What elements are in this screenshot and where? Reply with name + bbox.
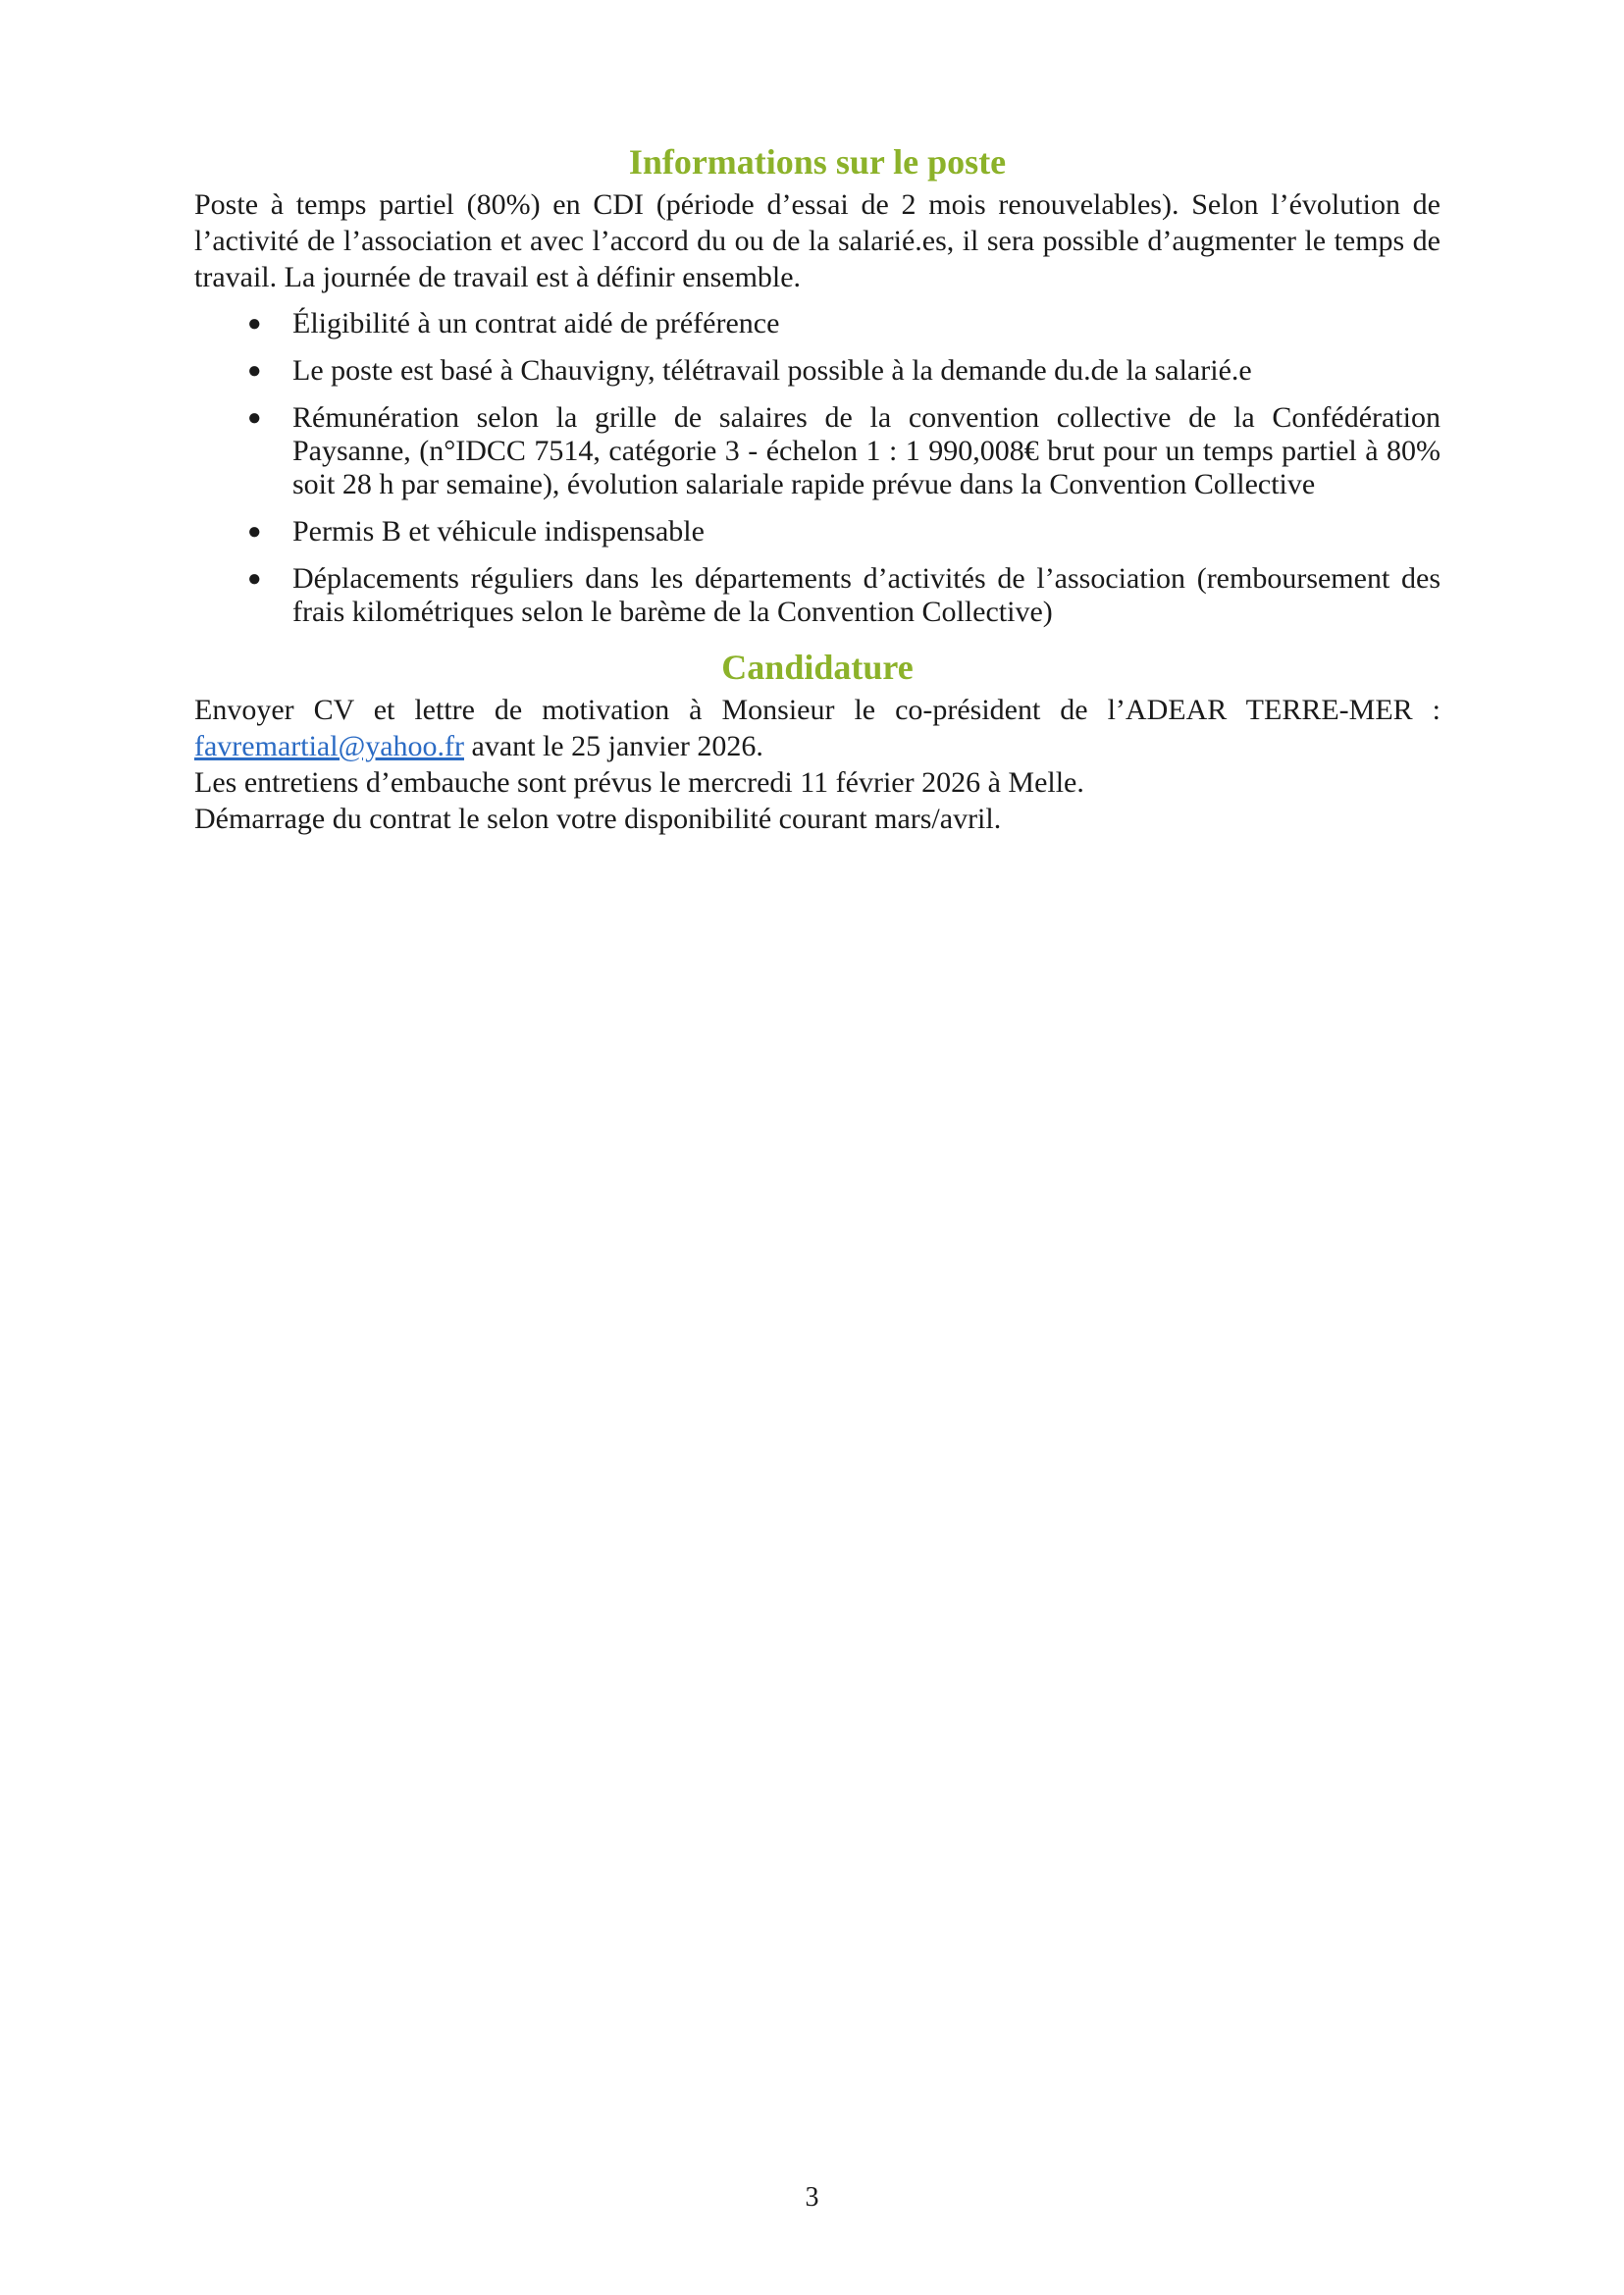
section-title-application: Candidature: [721, 648, 914, 687]
job-details-list: [194, 307, 1441, 629]
bullet-icon: ●: [247, 566, 262, 592]
list-item-text: Déplacements réguliers dans les départements d’activités de l’association (remboursement des frais kilométriques selon le barème de la Convention Collective): [292, 562, 1441, 628]
application-paragraph: [194, 692, 1441, 764]
list-item: [194, 401, 1441, 501]
section-title-job-info: Informations sur le poste: [628, 142, 1007, 182]
email-link[interactable]: favremartial@yahoo.fr: [194, 730, 464, 762]
list-item: [194, 515, 1441, 548]
job-intro-paragraph: Poste à temps partiel (80%) en CDI (période d’essai de 2 mois renouvelables). Selon l’évolution de l’activité de l’association et avec l’accord du ou de la salarié.es, il sera possible d’augmenter le temps de travail. La journée de travail est à définir ensemble.: [194, 188, 1441, 293]
list-item-text: Permis B et véhicule indispensable: [292, 515, 705, 548]
list-item: [194, 562, 1441, 629]
document-page: [194, 137, 1441, 837]
start-date-paragraph: Démarrage du contrat le selon votre disponibilité courant mars/avril.: [194, 803, 1002, 835]
application-deadline: avant le 25 janvier 2026.: [471, 730, 763, 762]
bullet-icon: ●: [247, 519, 262, 545]
page-number: 3: [805, 2182, 819, 2213]
bullet-icon: ●: [247, 311, 262, 337]
interviews-paragraph: Les entretiens d’embauche sont prévus le mercredi 11 février 2026 à Melle.: [194, 766, 1084, 799]
list-item: [194, 354, 1441, 388]
list-item-text: Le poste est basé à Chauvigny, télétravail possible à la demande du.de la salarié.e: [292, 354, 1252, 387]
bullet-icon: ●: [247, 358, 262, 384]
list-item-text: Éligibilité à un contrat aidé de préférence: [292, 307, 780, 339]
bullet-icon: ●: [247, 405, 262, 431]
application-instructions: Envoyer CV et lettre de motivation à Monsieur le co-président de l’ADEAR TERRE-MER :: [194, 694, 1441, 726]
list-item: [194, 307, 1441, 340]
list-item-text: Rémunération selon la grille de salaires de la convention collective de la Confédération Paysanne, (n°IDCC 7514, catégorie 3 - échelon 1 : 1 990,008€ brut pour un temps partiel à 80% soit 28 h par semaine), évolution salariale rapide prévue dans la Convention Collective: [292, 401, 1441, 500]
